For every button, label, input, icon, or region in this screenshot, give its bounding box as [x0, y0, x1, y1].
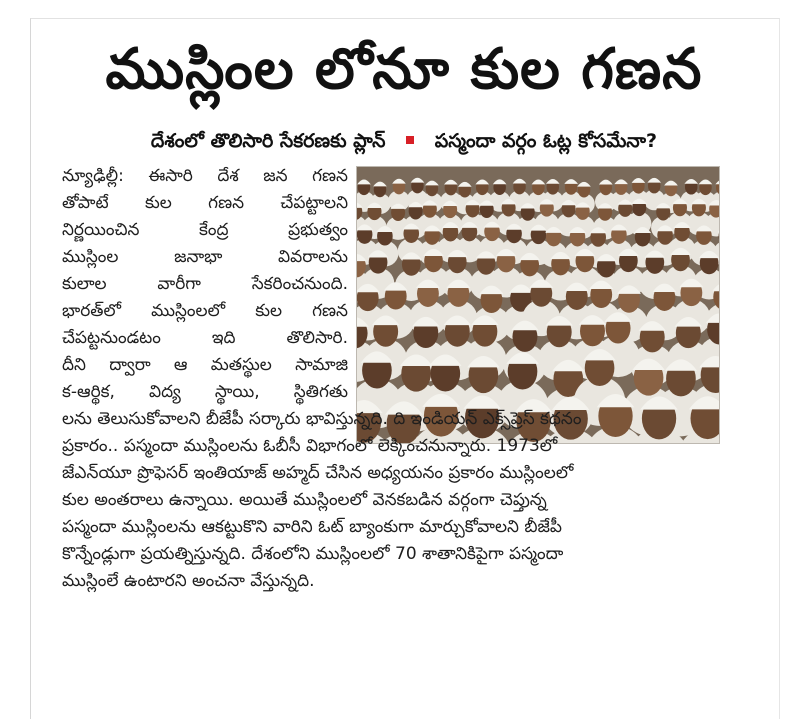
body-line: కొన్నేండ్లుగా ప్రయత్నిస్తున్నది. దేశంలోని ముస్లింలలో 70 శాతానికిపైగా పస్మందా — [62, 541, 722, 568]
body-line: నిర్ణయించిన కేంద్ర ప్రభుత్వం — [62, 217, 348, 244]
body-line: న్యూఢిల్లీ: ఈసారి దేశ జన గణన — [62, 163, 348, 190]
subhead-right: పస్మందా వర్గం ఓట్ల కోసమేనా? — [435, 130, 657, 152]
headline: ముస్లింల లోనూ కుల గణన — [30, 28, 778, 112]
subhead-left: దేశంలో తొలిసారి సేకరణకు ప్లాన్ — [151, 130, 386, 152]
body-line: కులాల వారీగా సేకరించనుంది. — [62, 271, 348, 298]
body-line: దీని ద్వారా ఆ మతస్థుల సామాజి — [62, 352, 348, 379]
body-line: చేపట్టనుండటం ఇది తొలిసారి. — [62, 325, 348, 352]
body-line: పస్మందా ముస్లింలను ఆకట్టుకొని వారిని ఓట్ బ్యాంకుగా మార్చుకోవాలని బీజేపీ — [62, 514, 722, 541]
article-body — [62, 163, 722, 595]
body-line: క-ఆర్థిక, విద్య స్థాయి, స్థితిగతు — [62, 379, 348, 406]
body-line: తోపాటే కుల గణన చేపట్టాలని — [62, 190, 348, 217]
subhead — [30, 126, 778, 156]
body-line: ముస్లింల జనాభా వివరాలను — [62, 244, 348, 271]
body-line: ముస్లింలే ఉంటారని అంచనా వేస్తున్నది. — [62, 568, 722, 595]
body-line: జేఎన్‌యూ ప్రొఫెసర్ ఇంతియాజ్ అహ్మద్ చేసిన అధ్యయనం ప్రకారం ముస్లింలలో — [62, 460, 722, 487]
body-line: ప్రకారం.. పస్మందా ముస్లింలను ఓబీసీ విభాగంలో లెక్కించనున్నారు. 1973లో — [62, 433, 722, 460]
bullet-separator-icon — [406, 136, 414, 144]
body-line: భారత్‌లో ముస్లింలలో కుల గణన — [62, 298, 348, 325]
body-line: లను తెలుసుకోవాలని బీజేపీ సర్కారు భావిస్తున్నది. ది ఇండియన్ ఎక్స్‌ప్రెస్ కథనం — [62, 406, 722, 433]
body-line: కుల అంతరాలు ఉన్నాయి. అయితే ముస్లింలలో వెనకబడిన వర్గంగా చెప్తున్న — [62, 487, 722, 514]
